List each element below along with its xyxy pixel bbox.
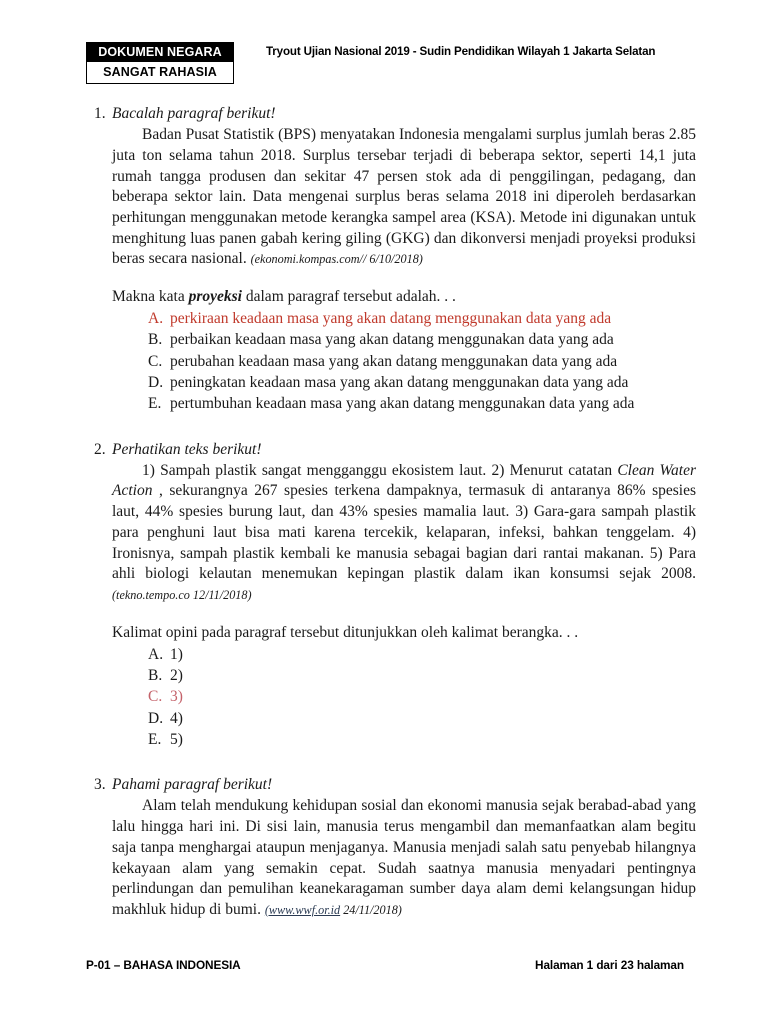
question-3-body bbox=[112, 775, 696, 920]
question-1-stem-post: dalam paragraf tersebut adalah. . . bbox=[242, 287, 456, 305]
option-letter: C. bbox=[148, 352, 163, 370]
question-2-option-b[interactable] bbox=[148, 665, 696, 686]
question-2-stem: Kalimat opini pada paragraf tersebut ditunjukkan oleh kalimat berangka. . . bbox=[112, 623, 579, 641]
option-letter: B. bbox=[148, 331, 163, 349]
page-header bbox=[86, 42, 696, 90]
question-1-option-e[interactable] bbox=[148, 393, 696, 414]
question-3-passage bbox=[112, 796, 696, 920]
page-footer bbox=[86, 958, 696, 972]
question-2-option-d[interactable] bbox=[148, 708, 696, 729]
question-3-instruction: Pahami paragraf berikut! bbox=[112, 776, 273, 794]
question-1-body bbox=[112, 104, 696, 415]
option-letter: A. bbox=[148, 645, 164, 663]
question-2-options bbox=[112, 644, 696, 751]
option-letter: E. bbox=[148, 395, 162, 413]
question-3-number: 3. bbox=[94, 776, 106, 794]
question-2-option-c[interactable] bbox=[148, 686, 696, 707]
question-1-instruction: Bacalah paragraf berikut! bbox=[112, 105, 276, 122]
option-text: 5) bbox=[170, 731, 183, 748]
spacer bbox=[86, 754, 696, 775]
option-text: perkiraan keadaan masa yang akan datang menggunakan data yang ada bbox=[170, 310, 612, 328]
stamp-dokumen-negara: DOKUMEN NEGARA bbox=[86, 42, 234, 62]
option-letter: C. bbox=[148, 688, 163, 706]
question-1-options bbox=[112, 308, 696, 415]
option-letter: A. bbox=[148, 310, 164, 328]
option-text: 2) bbox=[170, 667, 183, 685]
question-1-option-a[interactable] bbox=[148, 308, 696, 329]
question-2-instruction: Perhatikan teks berikut! bbox=[112, 440, 262, 458]
question-1-stem-keyword: proyeksi bbox=[188, 287, 242, 305]
question-2-passage bbox=[112, 461, 696, 606]
question-3-citation: 24/11/2018) bbox=[340, 902, 402, 917]
question-1-citation: (ekonomi.kompas.com// 6/10/2018) bbox=[250, 252, 423, 267]
exam-header-title: Tryout Ujian Nasional 2019 - Sudin Pendidikan Wilayah 1 Jakarta Selatan bbox=[266, 45, 656, 58]
question-2-option-a[interactable] bbox=[148, 644, 696, 665]
footer-page-number: Halaman 1 dari 23 halaman bbox=[535, 958, 684, 972]
option-text: 1) bbox=[170, 645, 183, 663]
option-letter: E. bbox=[148, 731, 162, 748]
option-text: 3) bbox=[170, 688, 183, 706]
option-text: pertumbuhan keadaan masa yang akan datang menggunakan data yang ada bbox=[170, 395, 635, 413]
option-text: peningkatan keadaan masa yang akan datang menggunakan data yang ada bbox=[170, 374, 629, 392]
question-1-stem-pre: Makna kata bbox=[112, 287, 189, 305]
question-2-passage-italic: Clean Water Action bbox=[112, 461, 697, 500]
option-letter: D. bbox=[148, 374, 164, 392]
question-3-citation-link[interactable]: (www.wwf.or.id bbox=[264, 902, 341, 917]
question-2-passage-pre: 1) Sampah plastik sangat mengganggu ekosistem laut. 2) Menurut catatan bbox=[142, 461, 618, 479]
question-1-stem bbox=[112, 287, 696, 307]
spacer bbox=[86, 419, 696, 440]
question-2-passage-post: , sekurangnya 267 spesies terkena dampaknya, termasuk di antaranya 86% spesies laut, 44% spesies burung laut, dan 43% spesies mamalia laut. 3) Gara-gara sampah plastik para penghuni laut bisa mati karena tercekik, kelaparan, infeksi, bahkan tenggelam. 4) Ironisnya, sampah plastik kembali ke manusia sebagai bagian dari rantai makanan. 5) Para ahli biologi kelautan menemukan kepingan plastik dalam ikan konsumsi sejak 2008. bbox=[112, 482, 696, 583]
question-2-citation: (tekno.tempo.co 12/11/2018) bbox=[112, 587, 252, 602]
option-text: perbaikan keadaan masa yang akan datang menggunakan data yang ada bbox=[170, 331, 614, 349]
question-1-passage-text: Badan Pusat Statistik (BPS) menyatakan Indonesia mengalami surplus jumlah beras 2.85 juta ton selama tahun 2018. Surplus tersebar terjadi di beberapa sektor, seperti 14,1 juta rumah tangga produsen dan sekitar 47 persen stok ada di penggilingan, pedagang, dan beberapa sektor lain. Data mengenai surplus beras selama 2018 ini diperoleh berdasarkan perhitungan menggunakan metode kerangka sampel area (KSA). Metode ini digunakan untuk menghitung luas panen gabah kering giling (GKG) dan dikonversi menjadi proyeksi produksi beras secara nasional. bbox=[112, 126, 696, 268]
option-letter: B. bbox=[148, 667, 163, 685]
option-text: perubahan keadaan masa yang akan datang menggunakan data yang ada bbox=[170, 352, 618, 370]
question-2-option-e[interactable] bbox=[148, 729, 696, 750]
footer-subject-code: P-01 – BAHASA INDONESIA bbox=[86, 958, 241, 972]
question-1-option-c[interactable] bbox=[148, 351, 696, 372]
question-3-passage-text: Alam telah mendukung kehidupan sosial dan ekonomi manusia sejak berabad-abad yang lalu hingga hari ini. Di sisi lain, manusia terus mengambil dan memanfaatkan alam begitu saja tanpa menghargai ataupun menjaganya. Manusia menjadi salah satu penyebab hilangnya kekayaan alam yang semakin cepat. Sudah saatnya manusia menyadari pentingnya perlindungan dan pemulihan keanekaragaman sumber daya alam demi kelangsungan hidup makhluk hidup di bumi. bbox=[112, 797, 696, 918]
stamp-sangat-rahasia: SANGAT RAHASIA bbox=[86, 62, 234, 83]
question-3 bbox=[86, 775, 696, 920]
document-classification-stamp bbox=[86, 42, 234, 84]
question-2-number: 2. bbox=[94, 440, 106, 458]
question-1-option-b[interactable] bbox=[148, 329, 696, 350]
option-text: 4) bbox=[170, 709, 183, 727]
question-2-body bbox=[112, 440, 696, 751]
question-1-number: 1. bbox=[94, 105, 106, 122]
question-2 bbox=[86, 440, 696, 751]
question-1-passage bbox=[112, 125, 696, 270]
question-1-option-d[interactable] bbox=[148, 372, 696, 393]
question-1 bbox=[86, 104, 696, 415]
option-letter: D. bbox=[148, 709, 164, 727]
